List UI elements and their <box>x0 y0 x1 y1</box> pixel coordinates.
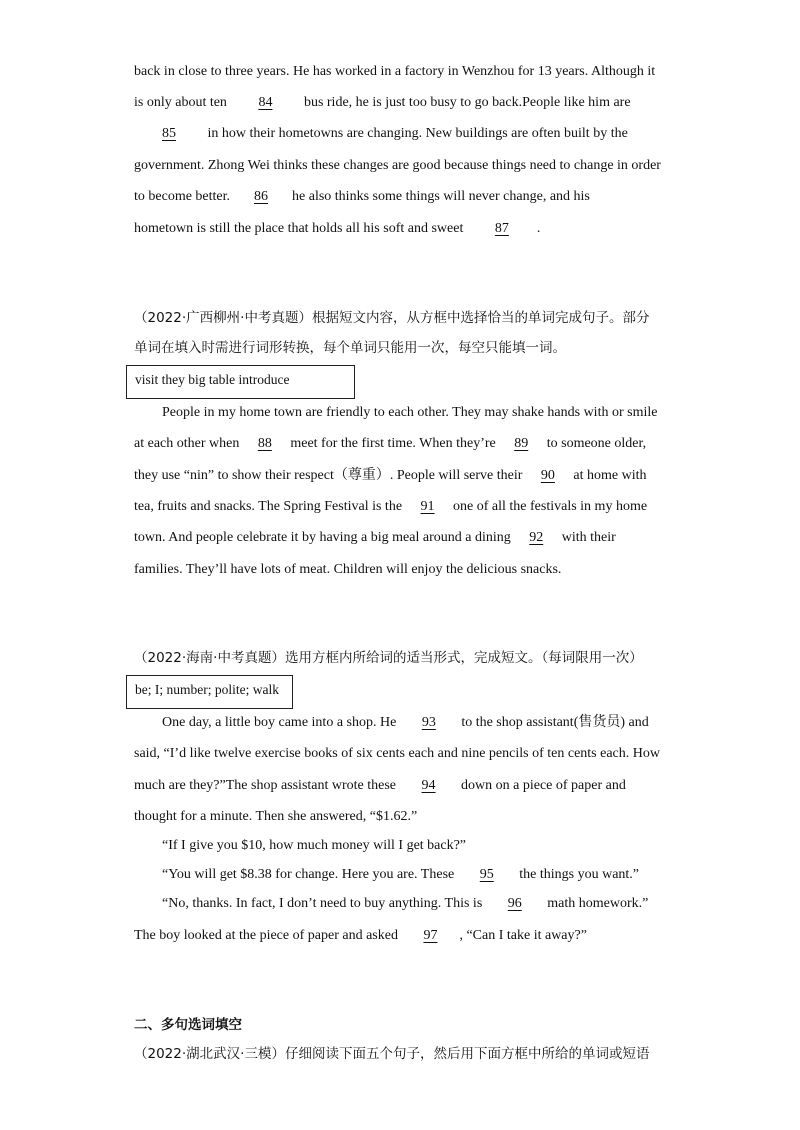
section2-line-1: People in my home town are friendly to each other. They may shake hands with or smile <box>162 405 658 420</box>
section2-word-box: visit they big table introduce <box>126 365 355 399</box>
blank-88[interactable]: 88 <box>257 436 272 451</box>
section3-line-6: “You will get $8.38 for change. Here you are. These 95 the things you want.” <box>162 867 640 882</box>
section3-intro: （2022·海南·中考真题）选用方框内所给词的适当形式，完成短文。（每词限用一次） <box>134 650 643 666</box>
section3-line-4: thought for a minute. Then she answered, “$1.62.” <box>134 809 418 824</box>
section2-line-3: they use “nin” to show their respect（尊重）. People will serve their 90 at home with <box>134 468 647 483</box>
blank-92[interactable]: 92 <box>529 530 544 545</box>
passage1-line-5: to become better. 86 he also thinks some things will never change, and his <box>134 189 590 204</box>
blank-85[interactable]: 85 <box>162 126 176 141</box>
section-heading: 二、多句选词填空 <box>134 1017 242 1033</box>
blank-96[interactable]: 96 <box>507 896 522 911</box>
section3-word-box: be; I; number; polite; walk <box>126 675 293 709</box>
section3-line-3: much are they?”The shop assistant wrote these 94 down on a piece of paper and <box>134 778 626 793</box>
section3-line-7: “No, thanks. In fact, I don’t need to buy anything. This is 96 math homework.” <box>162 896 649 911</box>
section2-line-6: families. They’ll have lots of meat. Children will enjoy the delicious snacks. <box>134 562 562 577</box>
blank-97[interactable]: 97 <box>423 928 438 943</box>
section2-line-2: at each other when 88 meet for the first time. When they’re 89 to someone older, <box>134 436 647 451</box>
passage1-line-1: back in close to three years. He has worked in a factory in Wenzhou for 13 years. Although it <box>134 64 656 79</box>
passage1-line-3: 85 in how their hometowns are changing. New buildings are often built by the <box>134 125 628 143</box>
section2-intro-line-1: （2022·广西柳州·中考真题）根据短文内容，从方框中选择恰当的单词完成句子。部分 <box>134 310 650 326</box>
blank-93[interactable]: 93 <box>421 715 436 730</box>
blank-89[interactable]: 89 <box>514 436 529 451</box>
blank-94[interactable]: 94 <box>421 778 436 793</box>
blank-90[interactable]: 90 <box>540 468 555 483</box>
section2-line-5: town. And people celebrate it by having a big meal around a dining 92 with their <box>134 530 616 545</box>
passage1-line-4: government. Zhong Wei thinks these changes are good because things need to change in order <box>134 158 661 173</box>
section3-line-5: “If I give you $10, how much money will I get back?” <box>162 838 467 853</box>
section3-line-8: The boy looked at the piece of paper and asked 97 , “Can I take it away?” <box>134 928 587 943</box>
blank-87[interactable]: 87 <box>494 221 509 236</box>
section3-line-2: said, “I’d like twelve exercise books of six cents each and nine pencils of ten cents each. How <box>134 746 660 761</box>
blank-86[interactable]: 86 <box>254 189 269 204</box>
section3-line-1: One day, a little boy came into a shop. He 93 to the shop assistant(售货员) and <box>162 715 649 730</box>
section2-intro-line-2: 单词在填入时需进行词形转换，每个单词只能用一次，每空只能填一词。 <box>134 340 566 356</box>
section2-line-4: tea, fruits and snacks. The Spring Festival is the 91 one of all the festivals in my home <box>134 499 648 514</box>
blank-91[interactable]: 91 <box>420 499 435 514</box>
passage1-line-2: is only about ten 84 bus ride, he is just too busy to go back.People like him are <box>134 95 631 110</box>
passage1-line-6: hometown is still the place that holds all his soft and sweet 87 . <box>134 221 541 236</box>
blank-84[interactable]: 84 <box>258 95 273 110</box>
blank-95[interactable]: 95 <box>479 867 494 882</box>
section4-intro: （2022·湖北武汉·三模）仔细阅读下面五个句子，然后用下面方框中所给的单词或短语 <box>134 1046 650 1062</box>
